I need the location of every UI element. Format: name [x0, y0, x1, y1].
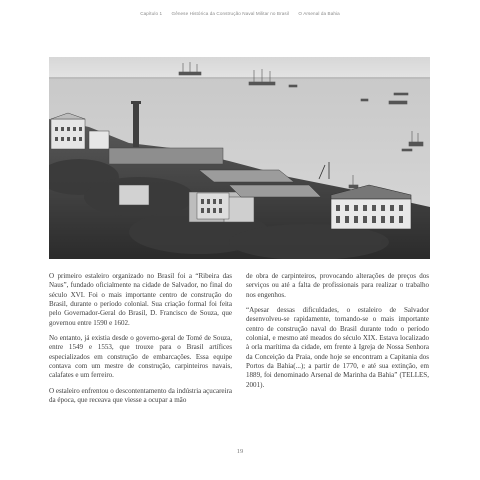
body-column-left: [49, 272, 232, 411]
running-header: [0, 11, 480, 16]
header-location: O Arsenal da Bahia: [298, 11, 340, 16]
paragraph: de obra de carpinteiros, provocando alterações de preços dos serviços ou até a falta de profissionais para realizar o trabalho nos engenhos.: [246, 272, 429, 299]
quote-paragraph: “Apesar dessas dificuldades, o estaleiro de Salvador desenvolveu-se rapidamente, tornando-se o mais importante centro de construção naval do Brasil durante todo o período colonial, e mesmo até meados do século XIX. Estava localizado à orla marítima da cidade, em frente à Igreja de Nossa Senhora da Conceição da Praia, onde hoje se encontram a Capitania dos Portos da Bahia(...); a partir de 1770, e até sua extinção, em 1889, foi denominado Arsenal de Marinha da Bahia” (TELLES, 2001).: [246, 306, 429, 389]
historic-photo: [49, 57, 430, 259]
header-chapter: Capítulo 1: [140, 11, 163, 16]
historic-photo-shipyard-icon: [49, 57, 430, 259]
header-title: Gênese Histórica da Construção Naval Militar no Brasil: [171, 11, 290, 16]
paragraph: No entanto, já existia desde o governo-geral de Tomé de Souza, entre 1549 e 1553, que trouxe para o Brasil artífices especializados em construção de embarcações. Essa equipe contava com um mestre de construção, carpinteiros navais, calafates e um ferreiro.: [49, 334, 232, 380]
paragraph: O primeiro estaleiro organizado no Brasil foi a “Ribeira das Naus”, fundado oficialmente na cidade de Salvador, no final do século XVI. Foi o mais importante centro de construção do Brasil, durante o período colonial. Sua criação formal foi feita pelo Governador-Geral do Brasil, D. Francisco de Souza, que governou entre 1590 e 1602.: [49, 272, 232, 327]
page-number: 19: [236, 448, 244, 455]
paragraph: O estaleiro enfrentou o descontentamento da indústria açucareira da época, que receava que viesse a ocupar a mão: [49, 386, 232, 405]
body-column-right: [246, 272, 429, 396]
